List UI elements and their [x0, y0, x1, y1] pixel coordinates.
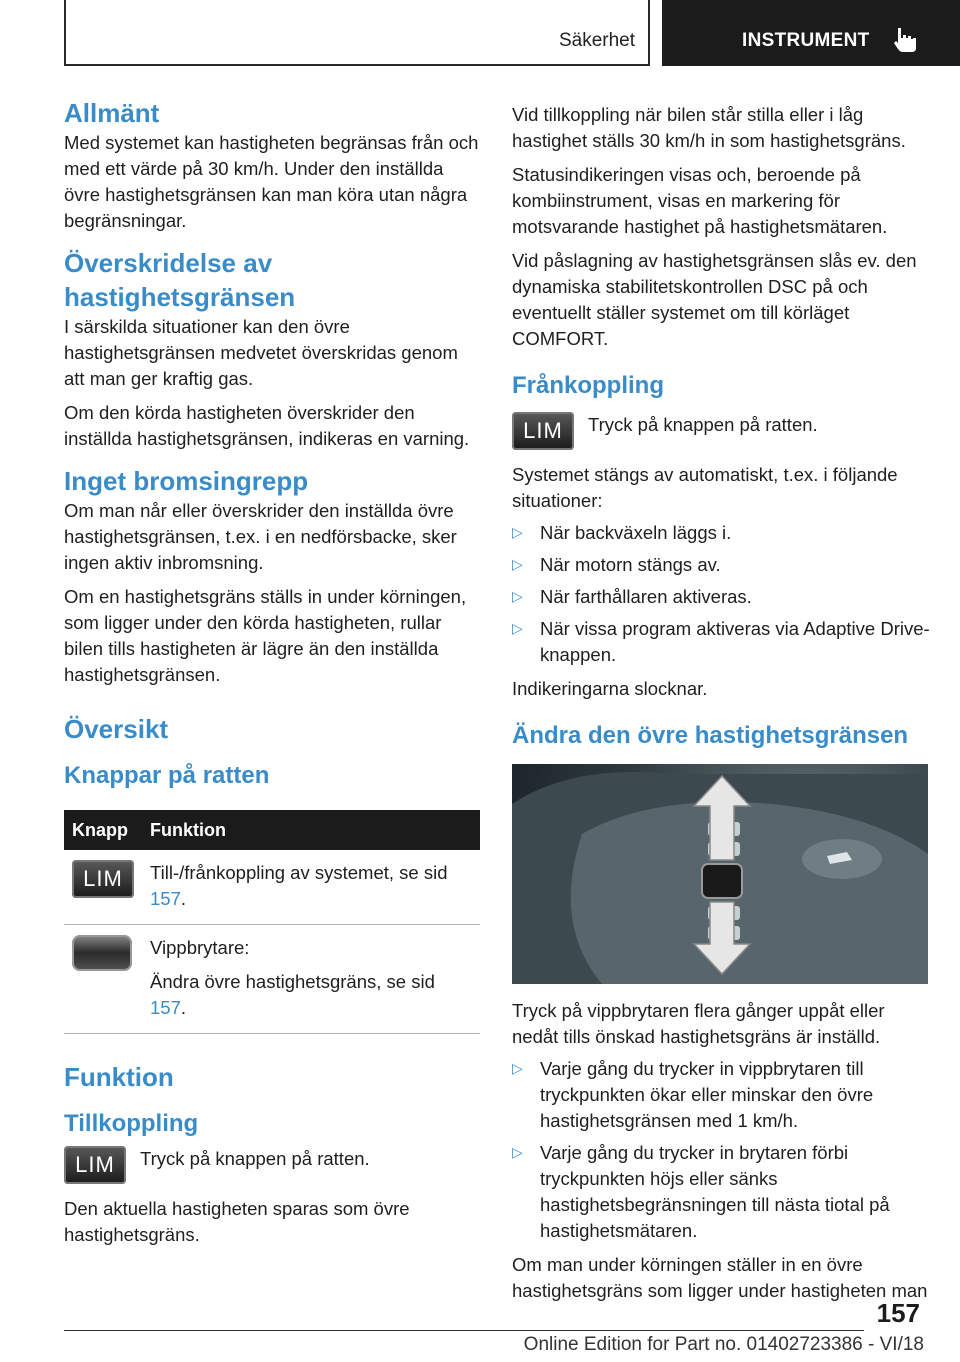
- triangle-bullet-icon: ▷: [512, 524, 523, 540]
- tillkoppling-instruction: [64, 1146, 480, 1184]
- list-item: [512, 1056, 932, 1134]
- frankoppling-instruction: [512, 412, 932, 450]
- pointing-hand-icon: [890, 24, 920, 54]
- lim-button-icon: LIM: [512, 412, 574, 450]
- header-rule-left: [64, 0, 66, 66]
- heading-frankoppling: Frånkoppling: [512, 372, 664, 399]
- button-table: [64, 810, 480, 1034]
- list-item-text: När farthållaren aktiveras.: [540, 586, 752, 607]
- page-header: [0, 0, 960, 66]
- list-item: [512, 552, 932, 578]
- heading-overskridelse: Överskridelse av hastighetsgränsen: [64, 248, 296, 312]
- frankoppling-text: Systemet stängs av automatiskt, t.ex. i följande situationer:: [512, 464, 898, 511]
- heading-oversikt: Översikt: [64, 714, 169, 744]
- row2-text: Ändra övre hastighetsgräns, se sid: [150, 971, 435, 992]
- triangle-bullet-icon: ▷: [512, 556, 523, 572]
- shutdown-list: [512, 520, 932, 668]
- last-text: Om man under körningen ställer in en övre hastighetsgräns som ligger under hastigheten man: [512, 1254, 928, 1301]
- table-cell-button: [64, 850, 142, 925]
- page-number: 157: [876, 1298, 920, 1328]
- heading-andra: Ändra den övre hastighetsgränsen: [512, 722, 909, 749]
- list-item-text: När vissa program aktiveras via Adaptive Drive-knappen.: [540, 618, 930, 665]
- steering-wheel-illustration: [512, 764, 928, 984]
- heading-knappar: Knappar på ratten: [64, 762, 270, 789]
- list-item: [512, 584, 932, 610]
- table-cell-funktion: [142, 925, 480, 1034]
- row1-period: .: [180, 888, 187, 909]
- right-text-3: Vid påslagning av hastighetsgränsen slås ev. den dynamiska stabilitetskontrollen DSC på och eventuellt ställer systemet om till körläget COMFORT.: [512, 250, 917, 349]
- frankoppling-instruction-text: Tryck på knappen på ratten.: [588, 414, 818, 435]
- inget-text-1: Om man når eller överskrider den inställda övre hastighetsgränsen, t.ex. i en nedförsbacke, sker ingen aktiv inbromsning.: [64, 500, 457, 573]
- inget-text-2: Om en hastighetsgräns ställs in under körningen, som ligger under den körda hastigheten, rullar bilen tills hastigheten är lägre än den inställda hastighetsgränsen.: [64, 586, 467, 685]
- list-item: [512, 1140, 932, 1244]
- tillkoppling-instruction-text: Tryck på knappen på ratten.: [140, 1148, 370, 1169]
- triangle-bullet-icon: ▷: [512, 588, 523, 604]
- heading-inget-bromsingrepp: Inget bromsingrepp: [64, 466, 309, 496]
- list-item-text: Varje gång du trycker in brytaren förbi tryckpunkten höjs eller sänks hastighetsbegränsningen till nästa tiotal på hastighetsmätaren.: [540, 1142, 890, 1241]
- steering-wheel-photo: [512, 764, 928, 984]
- table-header-funktion: Funktion: [142, 810, 480, 850]
- overskridelse-text-1: I särskilda situationer kan den övre hastighetsgränsen medvetet överskridas genom att man ger kraftig gas.: [64, 316, 458, 389]
- table-row: [64, 925, 480, 1034]
- heading-funktion: Funktion: [64, 1062, 174, 1092]
- table-row: [64, 850, 480, 925]
- lim-button-icon: LIM: [72, 860, 134, 898]
- row2-period: .: [180, 997, 187, 1018]
- overskridelse-text-2: Om den körda hastigheten överskrider den inställda hastighetsgränsen, indikeras en varning.: [64, 402, 470, 449]
- list-item-text: Varje gång du trycker in vippbrytaren till tryckpunkten ökar eller minskar den övre hastighetsgränsen med 1 km/h.: [540, 1058, 874, 1131]
- indikering-text: Indikeringarna slocknar.: [512, 678, 708, 699]
- triangle-bullet-icon: ▷: [512, 1060, 523, 1076]
- andra-text: Tryck på vippbrytaren flera gånger uppåt eller nedåt tills önskad hastighetsgräns är inställd.: [512, 1000, 885, 1047]
- table-header-row: [64, 810, 480, 850]
- footer-edition: Online Edition for Part no. 01402723386 - VI/18: [523, 1334, 924, 1355]
- triangle-bullet-icon: ▷: [512, 1144, 523, 1160]
- right-text-1: Vid tillkoppling när bilen står stilla eller i låg hastighet ställs 30 km/h in som hastighetsgräns.: [512, 104, 906, 151]
- table-header-knapp: Knapp: [64, 810, 142, 850]
- tillkoppling-text: Den aktuella hastigheten sparas som övre hastighetsgräns.: [64, 1198, 410, 1245]
- header-chapter-label: INSTRUMENT: [742, 30, 870, 51]
- page-link-157[interactable]: 157: [150, 888, 181, 909]
- header-rule-bottom: [64, 64, 650, 66]
- header-chapter-tab: [662, 0, 960, 66]
- list-item-text: När motorn stängs av.: [540, 554, 721, 575]
- list-item: [512, 616, 932, 668]
- triangle-bullet-icon: ▷: [512, 620, 523, 636]
- header-section-title: Säkerhet: [558, 30, 635, 51]
- footer-rule: [64, 1330, 864, 1331]
- heading-tillkoppling: Tillkoppling: [64, 1110, 199, 1137]
- table-cell-funktion: [142, 850, 480, 925]
- right-text-2: Statusindikeringen visas och, beroende på kombiinstrument, visas en markering för motsvarande hastighet på hastighetsmätaren.: [512, 164, 888, 237]
- row2-line1: Vippbrytare:: [150, 937, 250, 958]
- table-cell-button: [64, 925, 142, 1034]
- list-item: [512, 520, 932, 546]
- rocker-switch-icon: [72, 935, 132, 971]
- list-item-text: När backväxeln läggs i.: [540, 522, 732, 543]
- lim-button-icon: LIM: [64, 1146, 126, 1184]
- left-column: [64, 96, 480, 1248]
- row1-text: Till-/frånkoppling av systemet, se sid: [150, 862, 448, 883]
- heading-allmant: Allmänt: [64, 98, 160, 128]
- right-column: [512, 102, 932, 1304]
- allmant-text: Med systemet kan hastigheten begränsas från och med ett värde på 30 km/h. Under den inställda övre hastighetsgränsen kan man köra utan några begränsningar.: [64, 132, 479, 231]
- change-limit-list: [512, 1056, 932, 1244]
- header-rule-right: [648, 0, 650, 66]
- page-link-157[interactable]: 157: [150, 997, 181, 1018]
